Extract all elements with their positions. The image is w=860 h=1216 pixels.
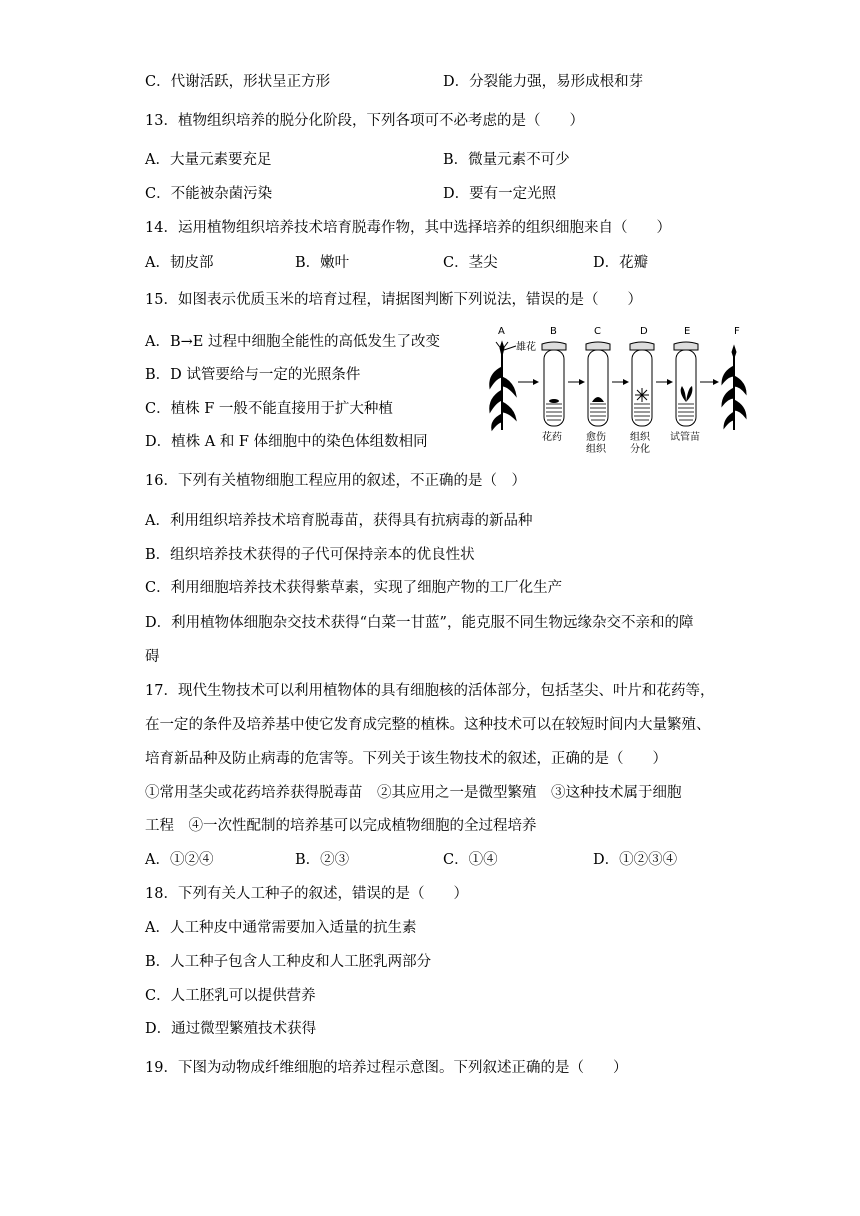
q13-option-d: D．要有一定光照 [443,186,557,202]
q17-option-c: C．①④ [443,852,498,868]
fig-label-d1: 组织 [630,432,650,443]
q17-stem-line2: 在一定的条件及培养基中使它发育成完整的植株。这种技术可以在较短时间内大量繁殖、 [145,717,711,733]
q17-stem-line1: 17．现代生物技术可以利用植物体的具有细胞核的活体部分，包括茎尖、叶片和花药等， [145,683,715,699]
q16-option-d-cont: 碍 [145,649,160,665]
q18-option-c: C．人工胚乳可以提供营养 [145,988,316,1004]
fig-label-c2: 组织 [586,444,606,454]
q17-stem-line3: 培育新品种及防止病毒的危害等。下列关于该生物技术的叙述，正确的是（ ） [145,751,667,767]
fig-letter-f: F [734,326,740,337]
q13-option-c: C．不能被杂菌污染 [145,186,273,202]
q15-option-d: D．植株 A 和 F 体细胞中的染色体组数相同 [145,434,428,450]
q17-option-b: B．②③ [295,852,350,868]
fig-label-b: 花药 [542,432,562,443]
q15-figure-corn-culture [478,322,750,454]
test-tube-c-icon [586,342,610,426]
plant-a-icon [490,342,516,430]
q13-option-b: B．微量元素不可少 [443,152,570,168]
test-tube-d-icon [630,342,654,426]
fig-label-c1: 愈伤 [586,432,606,443]
q18-stem: 18．下列有关人工种子的叙述，错误的是（ ） [145,886,468,902]
q17-option-d: D．①②③④ [593,852,678,868]
fig-label-d2: 分化 [630,444,650,454]
q18-option-d: D．通过微型繁殖技术获得 [145,1021,317,1037]
q16-option-c: C．利用细胞培养技术获得紫草素，实现了细胞产物的工厂化生产 [145,580,563,596]
test-tube-e-icon [674,342,698,426]
q19-stem: 19．下图为动物成纤维细胞的培养过程示意图。下列叙述正确的是（ ） [145,1060,628,1076]
q15-option-a: A．B→E 过程中细胞全能性的高低发生了改变 [145,334,440,350]
fig-label-flower: 雄花 [516,342,536,353]
q15-option-b: B．D 试管要给与一定的光照条件 [145,367,361,383]
fig-letter-c: C [594,326,601,337]
q17-option-a: A．①②④ [145,852,214,868]
q16-option-a: A．利用组织培养技术培育脱毒苗，获得具有抗病毒的新品种 [145,513,533,529]
fig-letter-a: A [498,326,505,337]
plant-f-icon [722,346,746,430]
q13-option-a: A．大量元素要充足 [145,152,272,168]
q16-stem: 16．下列有关植物细胞工程应用的叙述，不正确的是（ ） [145,473,526,489]
fig-letter-e: E [684,326,691,337]
fig-letter-d: D [640,326,648,337]
q16-option-d: D．利用植物体细胞杂交技术获得“白菜一甘蓝”，能克服不同生物远缘杂交不亲和的障 [145,615,694,631]
fig-label-e: 试管苗 [670,432,700,443]
q18-option-a: A．人工种皮中通常需要加入适量的抗生素 [145,920,417,936]
q17-items-line1: ①常用茎尖或花药培养获得脱毒苗 ②其应用之一是微型繁殖 ③这种技术属于细胞 [145,785,682,801]
q14-option-a: A．韧皮部 [145,255,214,271]
q14-option-d: D．花瓣 [593,255,649,271]
q17-items-line2: 工程 ④一次性配制的培养基可以完成植物细胞的全过程培养 [145,818,537,834]
q15-option-c: C．植株 F 一般不能直接用于扩大种植 [145,401,393,417]
q13-stem: 13．植物组织培养的脱分化阶段，下列各项可不必考虑的是（ ） [145,113,584,129]
fig-letter-b: B [550,326,557,337]
q14-option-c: C．茎尖 [443,255,498,271]
q18-option-b: B．人工种子包含人工种皮和人工胚乳两部分 [145,954,432,970]
q12-option-d: D．分裂能力强，易形成根和芽 [443,74,644,90]
q14-stem: 14．运用植物组织培养技术培育脱毒作物，其中选择培养的组织细胞来自（ ） [145,220,671,236]
q16-option-b: B．组织培养技术获得的子代可保持亲本的优良性状 [145,547,475,563]
q12-option-c: C．代谢活跃，形状呈正方形 [145,74,331,90]
q14-option-b: B．嫩叶 [295,255,350,271]
test-tube-b-icon [542,342,566,426]
q15-stem: 15．如图表示优质玉米的培育过程，请据图判断下列说法，错误的是（ ） [145,292,642,308]
